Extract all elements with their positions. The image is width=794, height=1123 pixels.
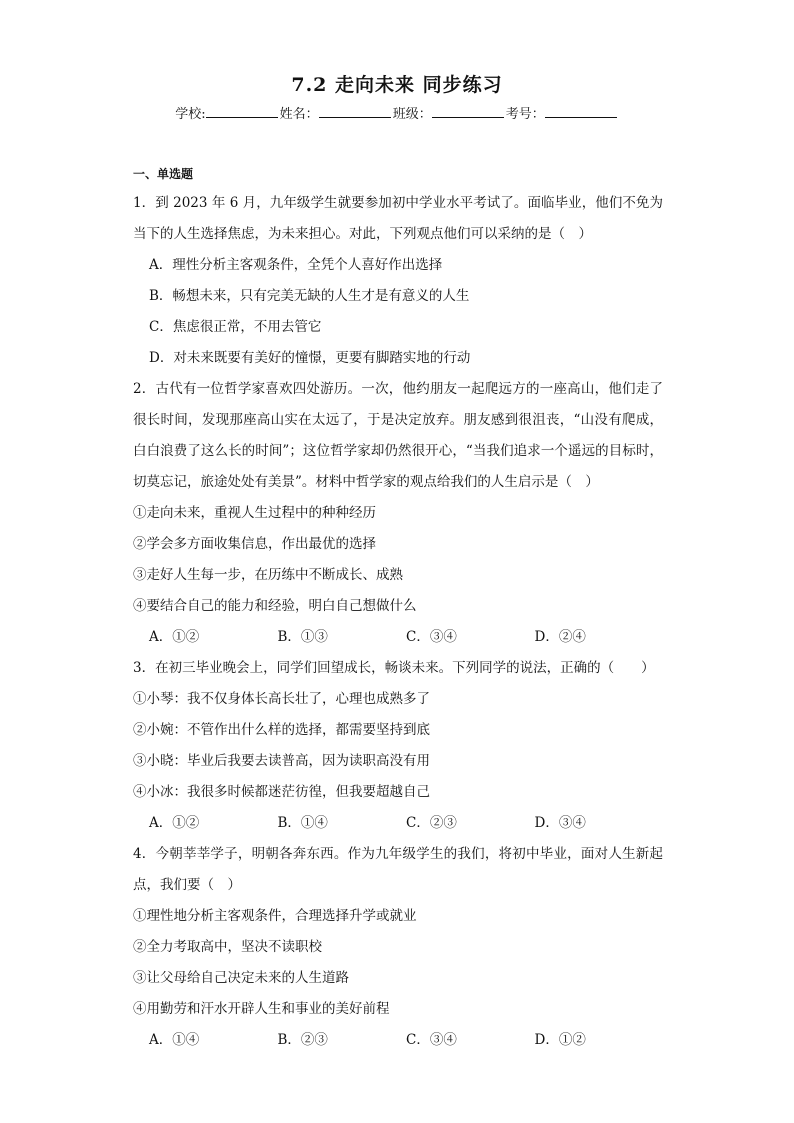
question-4-statement-3: ③让父母给自己决定未来的人生道路 <box>133 970 349 986</box>
question-3-choice-c: C．②③ <box>406 815 457 831</box>
question-2-choice-a: A．①② <box>149 629 200 645</box>
question-4-choice-a: A．①④ <box>149 1032 200 1048</box>
question-1-option-c: C．焦虑很正常，不用去管它 <box>149 319 322 335</box>
question-1-option-a: A．理性分析主客观条件，全凭个人喜好作出选择 <box>149 257 443 273</box>
question-3-statement-2: ②小婉：不管作出什么样的选择，都需要坚持到底 <box>133 722 430 738</box>
school-label: 学校: <box>175 107 206 122</box>
class-label: 班级： <box>392 107 432 122</box>
student-info-line <box>0 103 794 122</box>
question-3-choice-b: B．①④ <box>277 815 328 831</box>
question-3-statement-4: ④小冰：我很多时候都迷茫彷徨，但我要超越自己 <box>133 784 430 800</box>
question-4-statement-1: ①理性地分析主客观条件，合理选择升学或就业 <box>133 908 417 924</box>
question-4-choices <box>133 1025 663 1056</box>
question-4-text: 4．今朝莘莘学子，明朝各奔东西。作为九年级学生的我们，将初中毕业，面对人生新起点，我们要（ ） <box>133 846 663 893</box>
name-label: 姓名： <box>279 107 319 122</box>
question-2-statement-3: ③走好人生每一步，在历练中不断成长、成熟 <box>133 567 403 583</box>
question-2-text: 2．古代有一位哲学家喜欢四处游历。一次，他约朋友一起爬远方的一座高山，他们走了很长时间，发现那座高山实在太远了，于是决定放弃。朋友感到很沮丧，“山没有爬成，白白浪费了这么长的时间”；这位哲学家却仍然很开心，“当我们追求一个遥远的目标时，切莫忘记，旅途处处有美景”。材料中哲学家的观点给我们的人生启示是（ ） <box>133 381 663 490</box>
question-1-option-b: B．畅想未来，只有完美无缺的人生才是有意义的人生 <box>149 288 470 304</box>
question-3-text: 3．在初三毕业晚会上，同学们回望成长，畅谈未来。下列同学的说法，正确的（ ） <box>133 660 655 676</box>
question-4-statement-4: ④用勤劳和汗水开辟人生和事业的美好前程 <box>133 1001 390 1017</box>
question-3-statement-3: ③小晓：毕业后我要去读普高，因为读职高没有用 <box>133 753 430 769</box>
page-title: 7.2 走向未来 同步练习 <box>291 74 503 96</box>
name-blank <box>319 105 391 118</box>
question-3-choices <box>133 808 663 839</box>
section-heading: 一、单选题 <box>133 167 194 181</box>
questions-container <box>133 188 663 1056</box>
question-2-choice-c: C．③④ <box>406 629 457 645</box>
question-1 <box>133 188 663 374</box>
question-2-choices <box>133 622 663 653</box>
question-2-choice-d: D．②④ <box>534 629 586 645</box>
exam-number-blank <box>545 105 617 118</box>
question-2-statement-4: ④要结合自己的能力和经验，明白自己想做什么 <box>133 598 417 614</box>
question-4-choice-d: D．①② <box>534 1032 586 1048</box>
question-4-choice-c: C．③④ <box>406 1032 457 1048</box>
question-2 <box>133 374 663 653</box>
class-blank <box>432 105 504 118</box>
exam-number-label: 考号： <box>505 107 545 122</box>
question-4 <box>133 839 663 1056</box>
question-2-choice-b: B．①③ <box>277 629 328 645</box>
question-4-statement-2: ②全力考取高中，坚决不读职校 <box>133 939 322 955</box>
question-2-statement-2: ②学会多方面收集信息，作出最优的选择 <box>133 536 376 552</box>
question-3-statement-1: ①小琴：我不仅身体长高长壮了，心理也成熟多了 <box>133 691 430 707</box>
question-1-text: 1．到 2023 年 6 月，九年级学生就要参加初中学业水平考试了。面临毕业，他们不免为当下的人生选择焦虑，为未来担心。对此，下列观点他们可以采纳的是（ ） <box>133 195 663 242</box>
question-2-statement-1: ①走向未来，重视人生过程中的种种经历 <box>133 505 376 521</box>
question-3-choice-d: D．③④ <box>534 815 586 831</box>
question-3 <box>133 653 663 839</box>
school-blank <box>206 105 278 118</box>
question-3-choice-a: A．①② <box>149 815 200 831</box>
question-1-option-d: D．对未来既要有美好的憧憬，更要有脚踏实地的行动 <box>149 350 471 366</box>
question-4-choice-b: B．②③ <box>277 1032 328 1048</box>
